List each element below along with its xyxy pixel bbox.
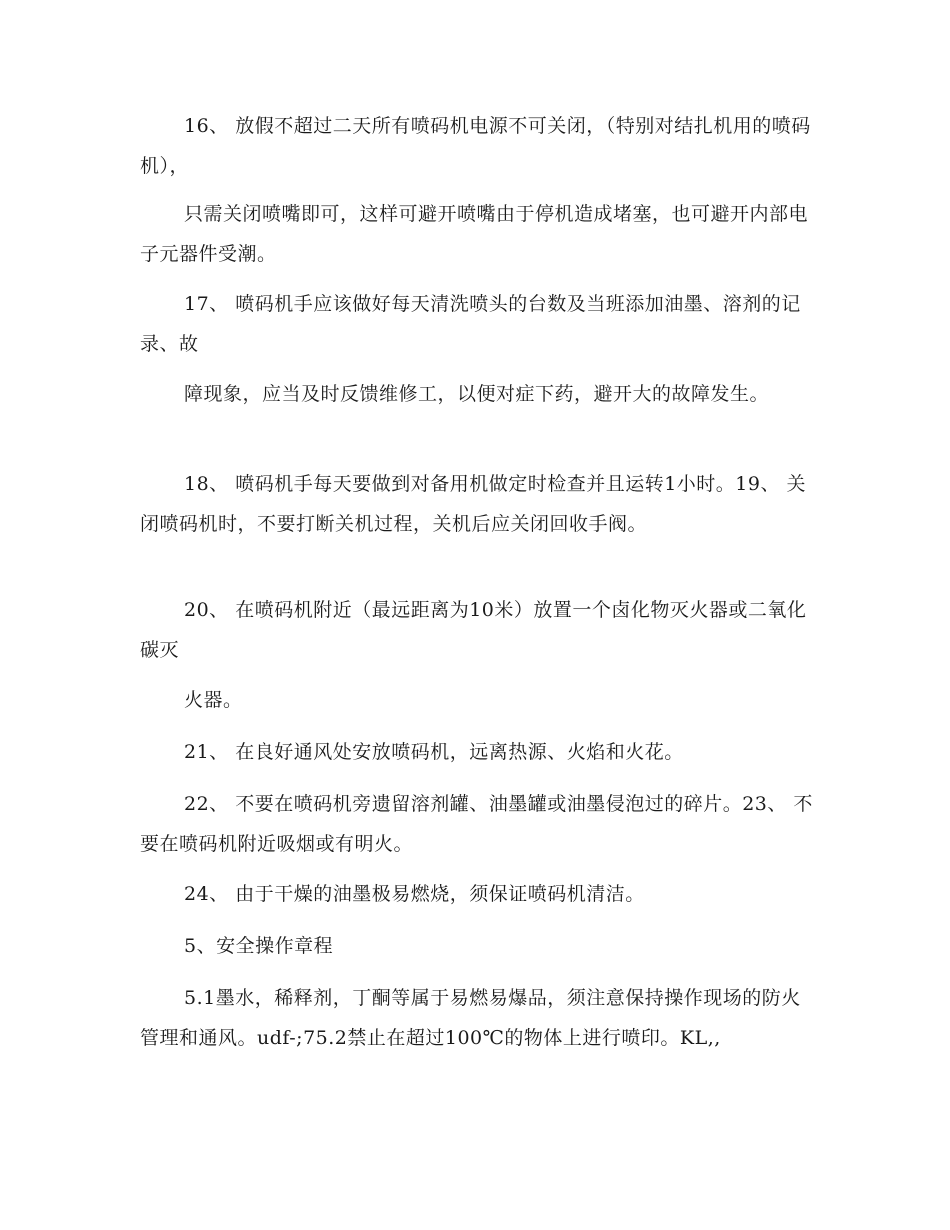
paragraph-21: 21、 在良好通风处安放喷码机，远离热源、火焰和火花。 xyxy=(184,741,684,763)
paragraph-16-continued: 只需关闭喷嘴即可，这样可避开喷嘴由于停机造成堵塞，也可避开内部电子元器件受潮。 xyxy=(140,203,809,265)
paragraph-22-23: 22、 不要在喷码机旁遗留溶剂罐、油墨罐或油墨侵泡过的碎片。23、 不要在喷码机附近吸烟或有明火。 xyxy=(140,793,813,855)
paragraph-17-continued: 障现象，应当及时反馈维修工，以便对症下药，避开大的故障发生。 xyxy=(184,383,770,405)
paragraph-24: 24、 由于干燥的油墨极易燃烧，须保证喷码机清洁。 xyxy=(184,883,645,905)
section-heading-5: 5、安全操作章程 xyxy=(184,935,334,957)
paragraph-16: 16、 放假不超过二天所有喷码机电源不可关闭，（特别对结扎机用的喷码机）， xyxy=(140,115,811,177)
paragraph-20: 20、 在喷码机附近（最远距离为10米）放置一个卤化物灭火器或二氧化碳灭 xyxy=(140,599,807,661)
paragraph-18-19: 18、 喷码机手每天要做到对备用机做定时检查并且运转1小时。19、 关闭喷码机时，不要打断关机过程，关机后应关闭回收手阀。 xyxy=(140,473,807,535)
paragraph-17: 17、 喷码机手应该做好每天清洗喷头的台数及当班添加油墨、溶剂的记录、故 xyxy=(140,293,801,355)
paragraph-20-continued: 火器。 xyxy=(184,689,243,711)
paragraph-5-1: 5.1墨水，稀释剂，丁酮等属于易燃易爆品，须注意保持操作现场的防火管理和通风。udf-;75.2禁止在超过100℃的物体上进行喷印。KL,, xyxy=(140,987,801,1049)
